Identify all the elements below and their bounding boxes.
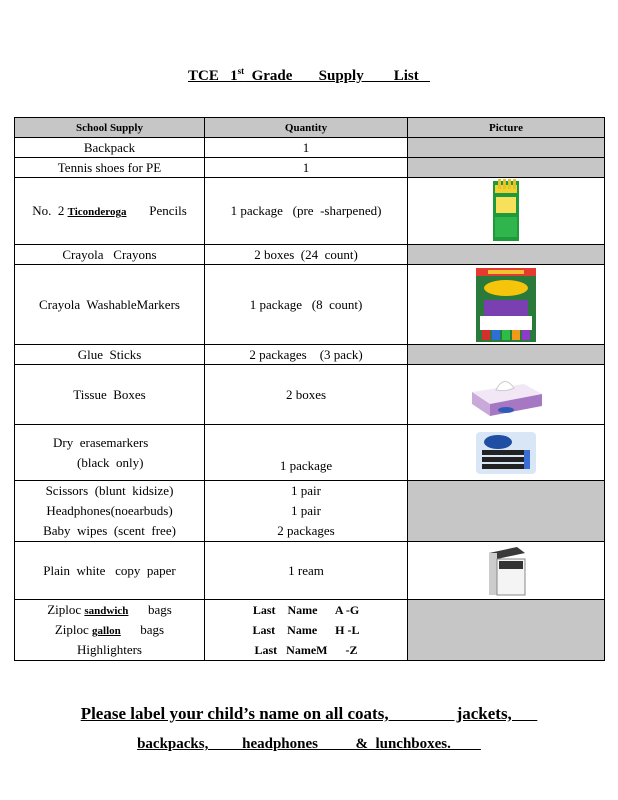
qty-scissors: 1 pair <box>291 483 321 498</box>
item-glue: Glue Sticks <box>15 345 205 365</box>
qty-wipes: 2 packages <box>277 523 335 538</box>
title-superscript: st <box>237 66 245 76</box>
pencils-brand: Ticonderoga <box>67 206 127 218</box>
table-header-row <box>15 118 605 138</box>
item-backpack: Backpack <box>15 138 205 158</box>
qty-pencils: 1 package (pre -sharpened) <box>205 178 408 245</box>
supply-table <box>14 117 605 661</box>
qty-tissue: 2 boxes <box>205 365 408 425</box>
qty-scissors-headphones-wipes <box>205 481 408 542</box>
picture-tissue <box>408 365 605 425</box>
expo-markers-image <box>474 428 538 478</box>
item-dryerase <box>15 425 205 481</box>
qty-markers: 1 package (8 count) <box>205 265 408 345</box>
tissue-box-image <box>466 372 546 418</box>
item-ziploc-sandwich <box>15 600 204 620</box>
dryerase-line2: (black only) <box>77 454 144 470</box>
picture-markers <box>408 265 605 345</box>
item-scissors-headphones-wipes <box>15 481 205 542</box>
table-row <box>15 245 605 265</box>
pencil-box-image <box>476 179 536 243</box>
item-pencils <box>15 178 205 245</box>
footer-line-1-text: Please label your child’s name on all coats, jackets, <box>80 704 538 723</box>
crayola-markers-image <box>474 266 538 344</box>
header-quantity: Quantity <box>205 118 408 138</box>
page-title <box>0 66 618 85</box>
qty-highlighters: Last NameM -Z <box>254 643 358 657</box>
footer-line-2-text: backpacks, headphones & lunchboxes. <box>137 736 481 752</box>
table-row <box>15 265 605 345</box>
table-row <box>15 158 605 178</box>
picture-empty <box>408 138 605 158</box>
picture-empty <box>408 481 605 542</box>
item-headphones: Headphones(noearbuds) <box>46 503 173 518</box>
picture-empty <box>408 345 605 365</box>
pencils-post: Pencils <box>126 203 187 218</box>
item-scissors: Scissors (blunt kidsize) <box>45 483 174 498</box>
footer-line-1 <box>0 704 618 724</box>
qty-backpack: 1 <box>205 138 408 158</box>
item-tennis: Tennis shoes for PE <box>15 158 205 178</box>
item-ziploc-highlighters <box>15 600 205 661</box>
dryerase-line1: Dry erasemarkers <box>53 434 149 450</box>
pencils-pre: No. 2 <box>32 203 68 218</box>
picture-empty <box>408 600 605 661</box>
item-paper: Plain white copy paper <box>15 542 205 600</box>
header-picture: Picture <box>408 118 605 138</box>
ziploc-sandwich-post: bags <box>128 602 172 617</box>
item-ziploc-gallon <box>15 620 204 640</box>
picture-pencils <box>408 178 605 245</box>
picture-paper <box>408 542 605 600</box>
table-row <box>15 138 605 158</box>
picture-dryerase <box>408 425 605 481</box>
table-row <box>15 542 605 600</box>
qty-tennis: 1 <box>205 158 408 178</box>
table-row <box>15 365 605 425</box>
item-highlighters: Highlighters <box>77 642 142 657</box>
table-row <box>15 425 605 481</box>
picture-empty <box>408 158 605 178</box>
ziploc-gallon-post: bags <box>120 622 165 637</box>
footer-line-2 <box>0 736 618 753</box>
qty-ziploc-gallon: Last Name H -L <box>252 623 360 637</box>
table-row <box>15 178 605 245</box>
qty-headphones: 1 pair <box>291 503 321 518</box>
qty-dryerase: 1 package <box>205 425 408 481</box>
header-school-supply: School Supply <box>15 118 205 138</box>
item-wipes: Baby wipes (scent free) <box>43 523 176 538</box>
table-row <box>15 600 605 661</box>
picture-empty <box>408 245 605 265</box>
item-tissue: Tissue Boxes <box>15 365 205 425</box>
qty-ziploc-sandwich: Last Name A -G <box>252 603 360 617</box>
qty-glue: 2 packages (3 pack) <box>205 345 408 365</box>
table-row <box>15 481 605 542</box>
ziploc-gallon-pre: Ziploc <box>54 622 93 637</box>
qty-crayons: 2 boxes (24 count) <box>205 245 408 265</box>
ziploc-sandwich-u: sandwich <box>84 605 129 617</box>
title-suffix: Grade Supply List <box>244 68 430 84</box>
ziploc-sandwich-pre: Ziploc <box>47 602 85 617</box>
qty-ziploc-highlighters <box>205 600 408 661</box>
table-row <box>15 345 605 365</box>
title-prefix: TCE 1 <box>188 68 238 84</box>
qty-paper: 1 ream <box>205 542 408 600</box>
ziploc-gallon-u: gallon <box>92 625 121 637</box>
copy-paper-ream-image <box>481 543 531 599</box>
item-markers: Crayola WashableMarkers <box>15 265 205 345</box>
item-crayons: Crayola Crayons <box>15 245 205 265</box>
